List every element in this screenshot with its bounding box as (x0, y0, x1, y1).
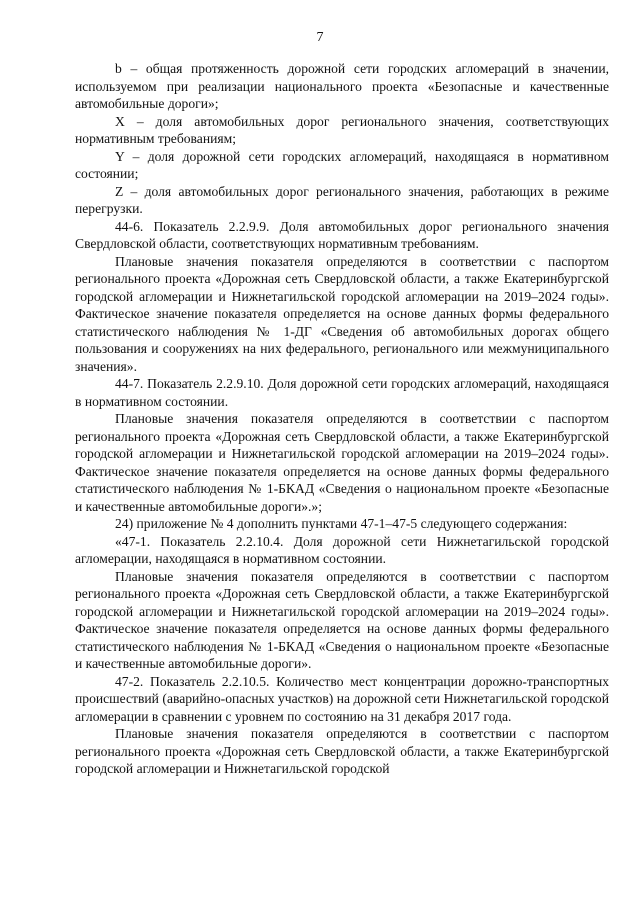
paragraph-item-44-7-text: Плановые значения показателя определяются в соответствии с паспортом регионального проекта «Дорожная сеть Свердловской области, а также Екатеринбургской городской агломерации и Нижнетагильской городской агломерации на 2019–2024 годы». Фактическое значение показателя определяется на основе данных формы федерального статистического наблюдения № 1-БКАД «Сведения о национальном проекте «Безопасные и качественные автомобильные дороги».»; (75, 411, 609, 514)
paragraph-definition-z: Z – доля автомобильных дорог регионального значения, работающих в режиме перегрузки. (75, 183, 609, 216)
page-number: 7 (316, 30, 324, 45)
paragraph-definition-b: b – общая протяженность дорожной сети городских агломераций в значении, используемом при реализации национального проекта «Безопасные и качественные автомобильные дороги»; (75, 61, 609, 111)
paragraph-item-47-1: «47-1. Показатель 2.2.10.4. Доля дорожной сети Нижнетагильской городской агломерации, находящаяся в нормативном состоянии. (75, 533, 609, 566)
paragraph-item-44-6: 44-6. Показатель 2.2.9.9. Доля автомобильных дорог регионального значения Свердловской области, соответствующих нормативным требованиям. (75, 218, 609, 251)
paragraph-item-47-1-text: Плановые значения показателя определяются в соответствии с паспортом регионального проекта «Дорожная сеть Свердловской области, а также Екатеринбургской городской агломерации и Нижнетагильской городской агломерации на 2019–2024 годы». Фактическое значение показателя определяется на основе данных формы федерального статистического наблюдения № 1-БКАД «Сведения о национальном проекте «Безопасные и качественные автомобильные дороги». (75, 568, 609, 671)
paragraph-item-44-7: 44-7. Показатель 2.2.9.10. Доля дорожной сети городских агломераций, находящаяся в нормативном состоянии. (75, 376, 609, 409)
paragraph-item-47-2: 47-2. Показатель 2.2.10.5. Количество мест концентрации дорожно-транспортных происшествий (аварийно-опасных участков) на дорожной сети Нижнетагильской городской агломерации в сравнении с уровнем по состоянию на 31 декабря 2017 года. (75, 673, 609, 724)
document-body (75, 60, 609, 778)
paragraph-item-47-2-text: Плановые значения показателя определяются в соответствии с паспортом регионального проекта «Дорожная сеть Свердловской области, а также Екатеринбургской городской агломерации и Нижнетагильской городской (75, 726, 609, 776)
paragraph-definition-y: Y – доля дорожной сети городских агломераций, находящаяся в нормативном состоянии; (75, 148, 609, 181)
paragraph-item-44-6-text: Плановые значения показателя определяются в соответствии с паспортом регионального проекта «Дорожная сеть Свердловской области, а также Екатеринбургской городской агломерации и Нижнетагильской городской агломерации на 2019–2024 годы». Фактическое значение показателя определяется на основе данных формы федерального статистического наблюдения № 1-ДГ «Сведения об автомобильных дорогах общего пользования и сооружениях на них федерального, регионального или межмуниципального значения». (75, 253, 609, 374)
paragraph-definition-x: X – доля автомобильных дорог регионального значения, соответствующих нормативным требованиям; (75, 113, 609, 146)
paragraph-item-24: 24) приложение № 4 дополнить пунктами 47-1–47-5 следующего содержания: (115, 516, 568, 531)
